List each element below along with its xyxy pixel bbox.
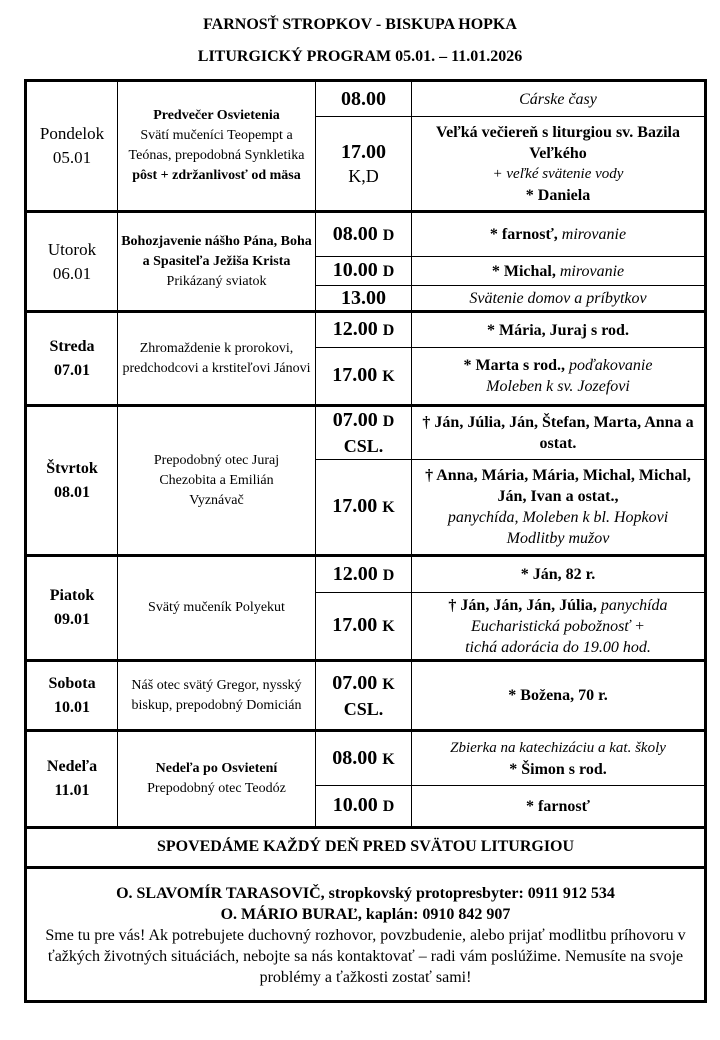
day-row-saturday xyxy=(27,662,704,732)
service-intent-note: mirovanie xyxy=(559,262,625,280)
service-intent: † Anna, Mária, Mária, Michal, Michal, Ján, Ivan a ostat., xyxy=(425,467,691,505)
service-intent-extra: Eucharistická pobožnosť + xyxy=(471,617,645,635)
service-note: K xyxy=(382,750,395,768)
service-row xyxy=(316,286,704,310)
service-time: 12.00 xyxy=(332,562,378,585)
service-intent: † Ján, Ján, Ján, Júlia, xyxy=(448,596,597,614)
service-note: K xyxy=(382,618,395,635)
service-intent: Cárske časy xyxy=(519,90,597,108)
service-note: K,D xyxy=(348,165,379,186)
service-intent: † Ján, Júlia, Ján, Štefan, Marta, Anna a ostat. xyxy=(422,414,694,452)
service-row xyxy=(316,557,704,593)
service-time: 17.00 xyxy=(332,614,378,636)
service-row xyxy=(316,786,704,826)
service-intent-extra: tichá adorácia do 19.00 hod. xyxy=(465,638,651,656)
day-row-friday xyxy=(27,557,704,662)
document-subtitle: LITURGICKÝ PROGRAM 05.01. – 11.01.2026 xyxy=(197,48,523,65)
day-row-monday xyxy=(27,82,704,213)
service-intent-name: * Daniela xyxy=(525,186,591,204)
day-name: Utorok xyxy=(47,239,97,259)
service-intent-note: panychída, Moleben k bl. Hopkovi xyxy=(447,509,669,526)
day-row-tuesday xyxy=(27,213,704,313)
day-name: Pondelok xyxy=(39,124,105,143)
service-time: 08.00 xyxy=(332,746,378,769)
service-time: 13.00 xyxy=(341,287,386,309)
service-note: D xyxy=(382,226,395,244)
service-row xyxy=(316,593,704,659)
day-row-sunday xyxy=(27,732,704,829)
day-row-thursday xyxy=(27,407,704,557)
service-intent-note: panychída xyxy=(600,596,668,614)
service-intent: * Marta s rod., xyxy=(463,357,565,374)
service-time: 12.00 xyxy=(332,318,378,340)
day-date: 09.01 xyxy=(54,611,90,628)
service-intent-note: poďakovanie xyxy=(568,357,653,374)
collection-note: Zbierka na katechizáciu a kat. školy xyxy=(450,739,666,756)
feast-title: Nedeľa po Osvietení xyxy=(155,761,278,776)
day-date: 11.01 xyxy=(54,782,90,799)
day-date: 05.01 xyxy=(52,148,92,167)
service-row xyxy=(316,732,704,786)
service-intent-note: mirovanie xyxy=(561,226,627,244)
service-time: 17.00 xyxy=(341,140,386,163)
service-row xyxy=(316,313,704,348)
service-intent: * Michal, xyxy=(491,262,556,280)
service-time: 17.00 xyxy=(332,495,378,517)
day-row-wednesday xyxy=(27,313,704,407)
contact-box xyxy=(27,869,704,1003)
day-date: 10.01 xyxy=(54,698,90,716)
feast-title: Prepodobný otec Juraj Chezobita a Emilián Vyznávač xyxy=(153,452,280,508)
service-intent-extra: Moleben k sv. Jozefovi xyxy=(486,378,630,395)
service-time: 08.00 xyxy=(332,222,378,245)
service-row xyxy=(316,662,704,729)
service-time: 10.00 xyxy=(332,794,378,816)
service-intent-extra: Modlitby mužov xyxy=(506,530,610,547)
service-intent: * Ján, 82 r. xyxy=(520,566,596,583)
service-time: 10.00 xyxy=(332,259,378,282)
service-row xyxy=(316,117,704,210)
service-intent: Svätenie domov a príbytkov xyxy=(469,289,647,307)
day-name: Piatok xyxy=(49,587,95,604)
confession-notice: SPOVEDÁME KAŽDÝ DEŇ PRED SVÄTOU LITURGIOU xyxy=(27,829,704,869)
day-date: 06.01 xyxy=(52,263,92,283)
contact-priest: O. SLAVOMÍR TARASOVIČ, stropkovský protopresbyter: 0911 912 534 xyxy=(116,885,615,902)
service-note: D xyxy=(382,413,395,430)
service-intent: * Mária, Juraj s rod. xyxy=(487,321,629,339)
service-intent-note: + veľké svätenie vody xyxy=(492,165,624,182)
service-intent: * Božena, 70 r. xyxy=(508,687,608,704)
day-name: Sobota xyxy=(48,674,96,692)
service-note: D xyxy=(382,798,395,815)
schedule-table xyxy=(24,79,707,1003)
feast-title: Zhromaždenie k prorokovi, predchodcovi a krstiteľovi Jánovi xyxy=(122,340,311,376)
feast-saints: Prepodobný otec Teodóz xyxy=(147,781,286,796)
service-row xyxy=(316,348,704,404)
service-note: K xyxy=(382,368,395,385)
service-row xyxy=(316,460,704,554)
day-name: Štvrtok xyxy=(46,459,98,477)
feast-title: Bohozjavenie nášho Pána, Boha a Spasiteľa Ježiša Krista xyxy=(121,233,312,269)
service-intent: Veľká večiereň s liturgiou sv. Bazila Veľkého xyxy=(436,123,680,162)
feast-title: Svätý mučeník Polyekut xyxy=(148,600,285,615)
service-row xyxy=(316,82,704,117)
service-intent: * Šimon s rod. xyxy=(509,760,607,778)
service-note: K xyxy=(382,675,395,693)
service-row xyxy=(316,257,704,286)
service-note: D xyxy=(382,566,395,584)
service-language: CSL. xyxy=(343,436,384,456)
service-time: 07.00 xyxy=(332,671,378,694)
day-date: 07.01 xyxy=(54,361,90,379)
service-time: 17.00 xyxy=(332,364,378,386)
service-note: D xyxy=(382,263,395,281)
feast-note: Prikázaný sviatok xyxy=(166,273,267,289)
service-note: D xyxy=(382,322,395,339)
day-name: Nedeľa xyxy=(46,758,98,775)
service-language: CSL. xyxy=(343,698,384,719)
service-intent: * farnosť xyxy=(526,797,590,815)
document-title: FARNOSŤ STROPKOV - BISKUPA HOPKA xyxy=(203,16,517,33)
feast-saints: Svätí mučeníci Teopempt a Teónas, prepodobná Synkletika xyxy=(128,128,305,163)
service-time: 08.00 xyxy=(341,88,386,110)
service-note: K xyxy=(382,499,395,516)
day-name: Streda xyxy=(49,337,95,355)
feast-title: Náš otec svätý Gregor, nysský biskup, prepodobný Domicián xyxy=(131,677,302,713)
contact-chaplain: O. MÁRIO BURAĽ, kaplán: 0910 842 907 xyxy=(220,906,511,923)
service-time: 07.00 xyxy=(332,409,378,431)
day-date: 08.01 xyxy=(54,483,90,501)
feast-fasting: pôst + zdržanlivosť od mäsa xyxy=(132,168,301,183)
contact-message: Sme tu pre vás! Ak potrebujete duchovný rozhovor, povzbudenie, alebo prijať modlitbu príhovoru v ťažkých životných situáciách, nebojte sa nás kontaktovať – radi vám poslúžime. Nemusíte na svoje problémy a ťažkosti zostať sami! xyxy=(45,927,686,986)
feast-title: Predvečer Osvietenia xyxy=(153,108,280,123)
service-intent: * farnosť, xyxy=(489,226,558,244)
service-row xyxy=(316,213,704,257)
service-row xyxy=(316,407,704,460)
